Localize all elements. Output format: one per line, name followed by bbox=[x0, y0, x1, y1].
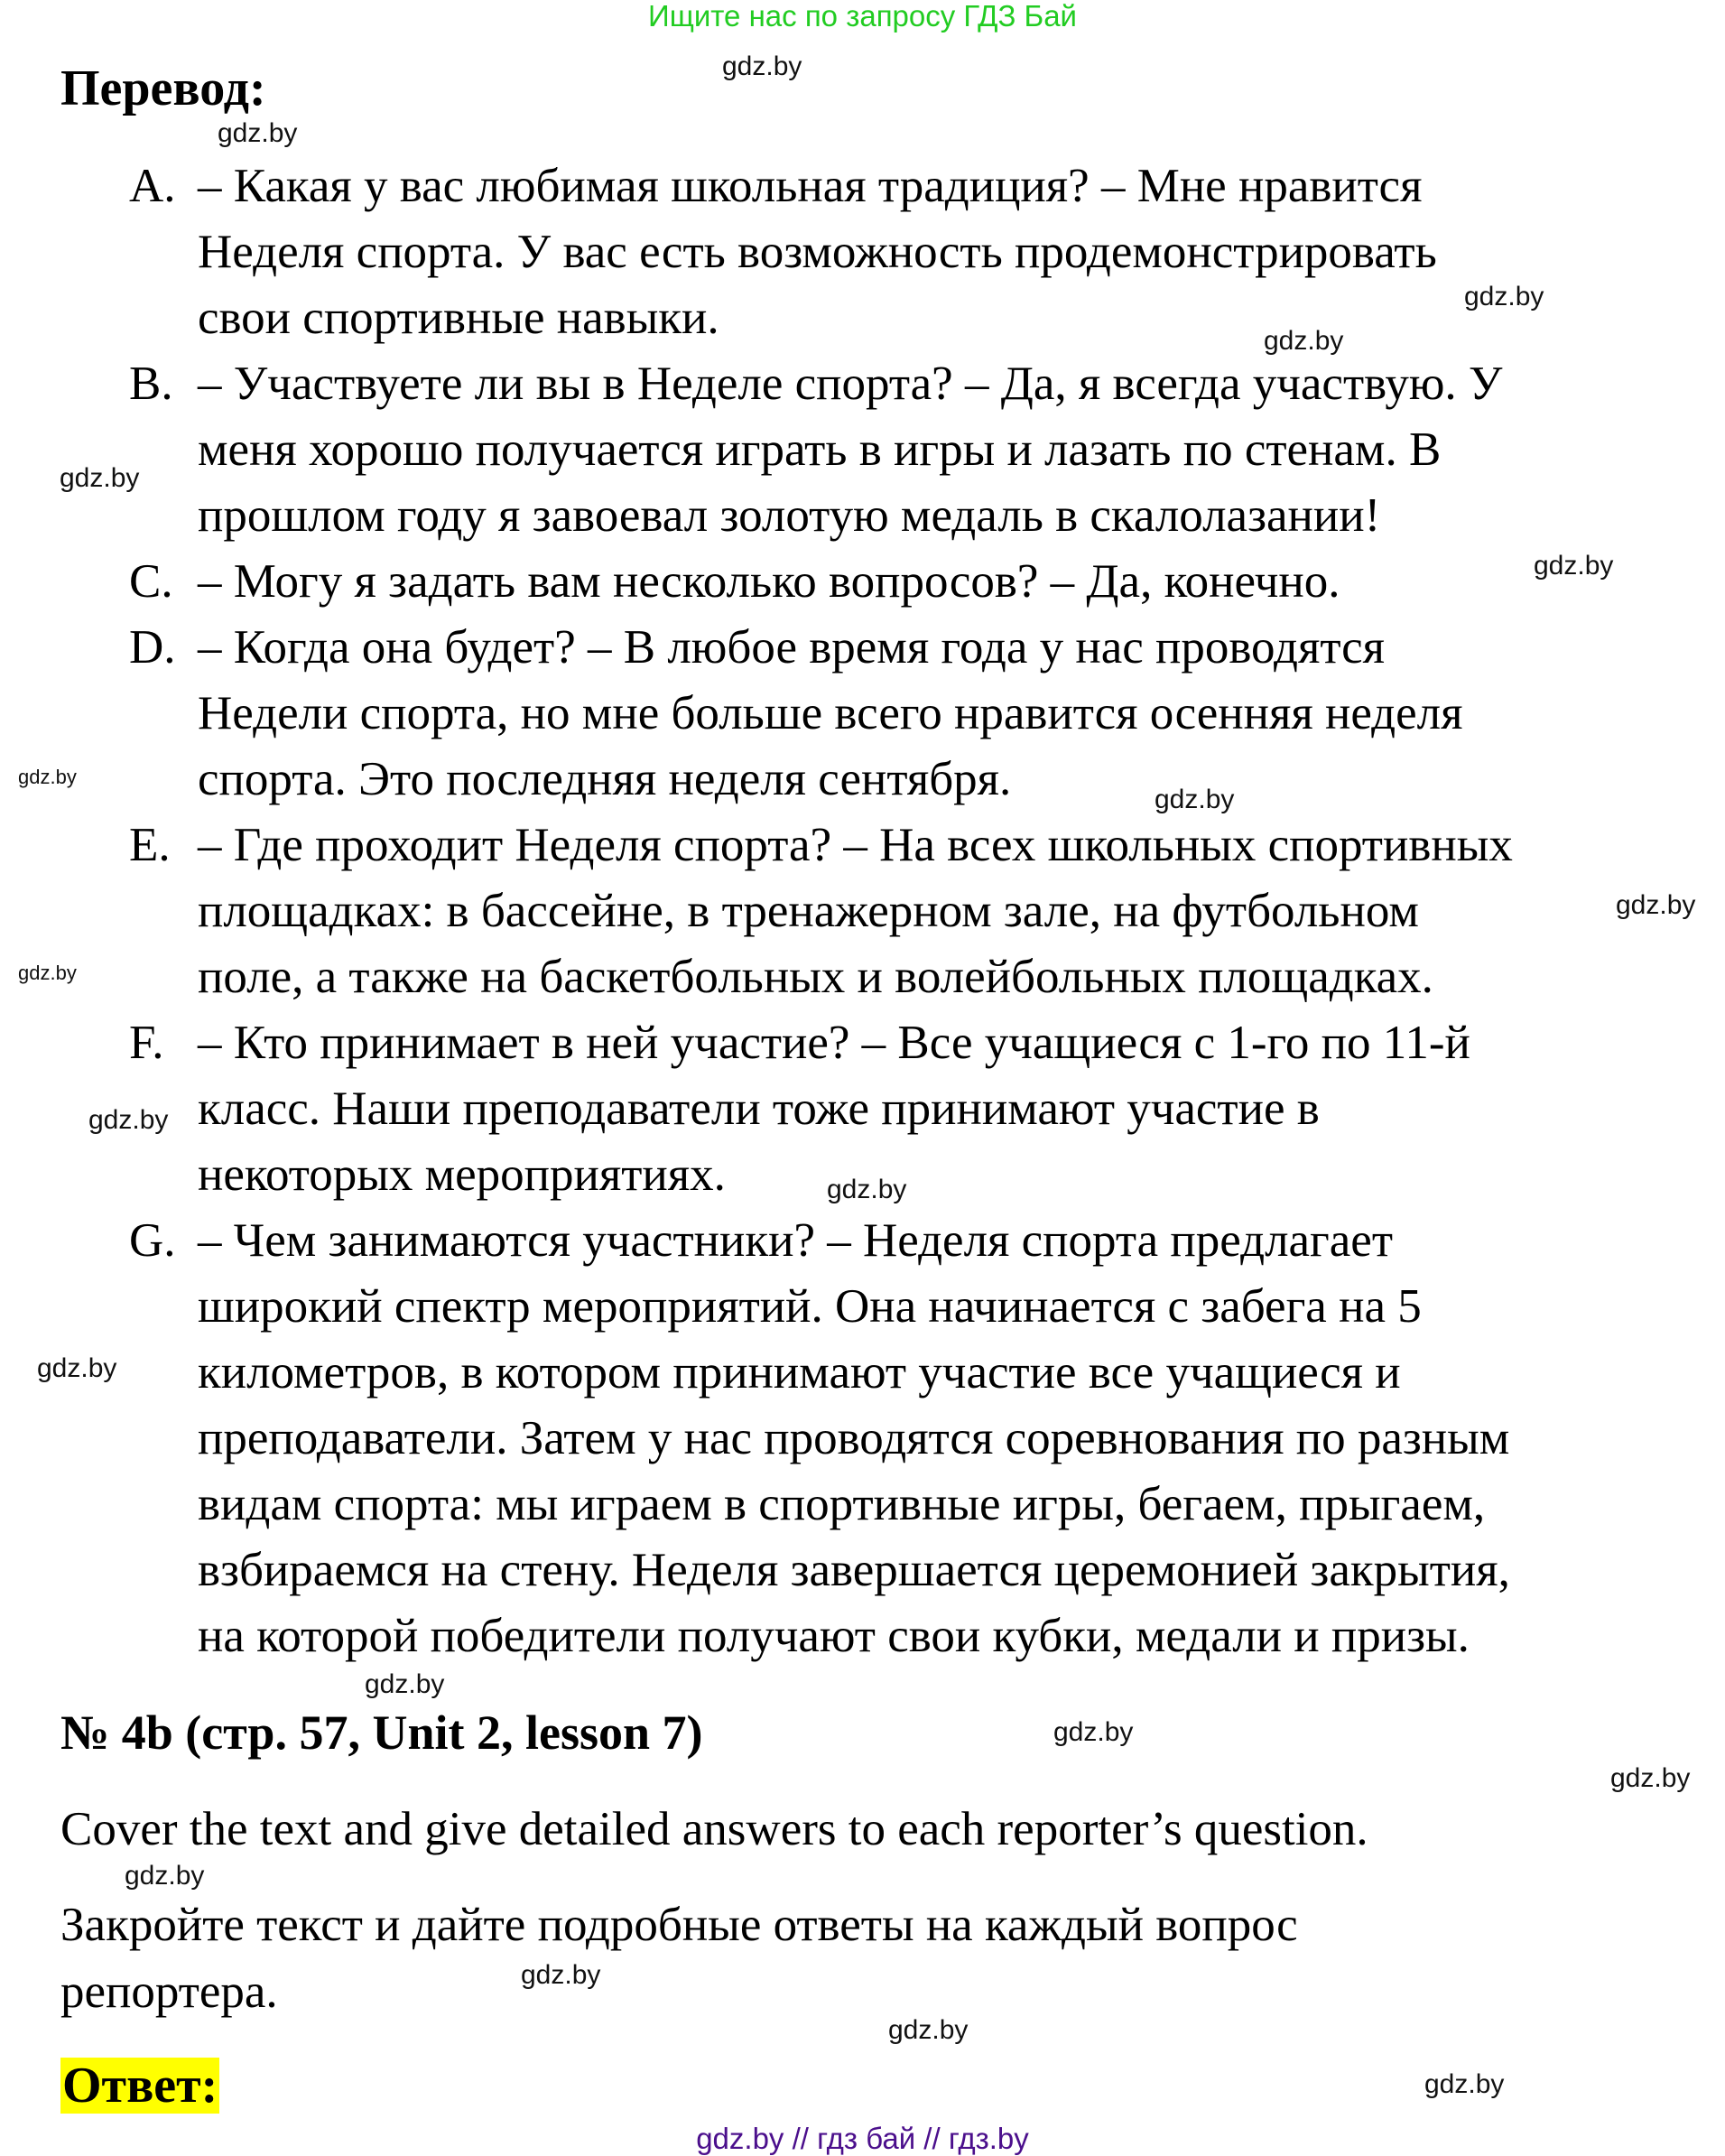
item-line: видам спорта: мы играем в спортивные игры, бегаем, прыгаем, bbox=[198, 1478, 1486, 1530]
item-line: некоторых мероприятиях. bbox=[198, 1148, 726, 1201]
item-letter: G. bbox=[129, 1214, 176, 1267]
item-letter: A. bbox=[129, 160, 176, 212]
item-line: поле, а также на баскетбольных и волейбольных площадках. bbox=[198, 951, 1433, 1003]
item-line: – Могу я задать вам несколько вопросов? – Да, конечно. bbox=[198, 555, 1340, 608]
watermark: gdz.by bbox=[1424, 2069, 1505, 2099]
item-line: спорта. Это последняя неделя сентября. bbox=[198, 753, 1012, 805]
item-line: взбираемся на стену. Неделя завершается церемонией закрытия, bbox=[198, 1544, 1510, 1596]
item-line: – Когда она будет? – В любое время года у нас проводятся bbox=[198, 621, 1386, 674]
task-russian-line: Закройте текст и дайте подробные ответы на каждый вопрос bbox=[60, 1899, 1298, 1951]
item-letter: E. bbox=[129, 819, 171, 871]
item-line: Неделя спорта. У вас есть возможность продемонстрировать bbox=[198, 226, 1437, 278]
item-letter: C. bbox=[129, 555, 173, 608]
answer-label bbox=[60, 2058, 219, 2113]
task-russian-line: репортера. bbox=[60, 1965, 278, 2018]
item-line: – Какая у вас любимая школьная традиция? – Мне нравится bbox=[198, 160, 1423, 212]
item-line: свои спортивные навыки. bbox=[198, 292, 719, 344]
item-line: класс. Наши преподаватели тоже принимают участие в bbox=[198, 1083, 1320, 1135]
task-heading: № 4b (стр. 57, Unit 2, lesson 7) bbox=[60, 1705, 703, 1760]
translation-heading: Перевод: bbox=[60, 60, 266, 116]
watermark: gdz.by bbox=[888, 2015, 969, 2045]
watermark: gdz.by bbox=[88, 1105, 169, 1135]
watermark: gdz.by bbox=[827, 1175, 907, 1204]
watermark: gdz.by bbox=[37, 1353, 117, 1383]
item-line: меня хорошо получается играть в игры и лазать по стенам. В bbox=[198, 423, 1442, 476]
item-line: – Чем занимаются участники? – Неделя спорта предлагает bbox=[198, 1214, 1393, 1267]
watermark: gdz.by bbox=[1610, 1763, 1691, 1793]
watermark: gdz.by bbox=[60, 463, 140, 493]
task-english: Cover the text and give detailed answers to each reporter’s question. bbox=[60, 1803, 1368, 1855]
search-banner[interactable]: Ищите нас по запросу ГДЗ Бай bbox=[648, 0, 1077, 33]
watermark: gdz.by bbox=[1155, 785, 1235, 814]
watermark: gdz.by bbox=[365, 1669, 445, 1699]
watermark: gdz.by bbox=[722, 51, 802, 81]
watermark: gdz.by bbox=[125, 1861, 205, 1891]
item-line: – Где проходит Неделя спорта? – На всех школьных спортивных bbox=[198, 819, 1513, 871]
item-letter: D. bbox=[129, 621, 176, 674]
watermark: gdz.by bbox=[521, 1960, 601, 1990]
item-line: площадках: в бассейне, в тренажерном зале, на футбольном bbox=[198, 885, 1419, 937]
item-line: Недели спорта, но мне больше всего нравится осенняя неделя bbox=[198, 687, 1463, 739]
watermark: gdz.by bbox=[1264, 326, 1344, 356]
item-line: – Участвуете ли вы в Неделе спорта? – Да, я всегда участвую. У bbox=[198, 358, 1503, 410]
watermark: gdz.by bbox=[1616, 890, 1696, 920]
watermark: gdz.by bbox=[1464, 282, 1544, 311]
item-line: на которой победители получают свои кубки, медали и призы. bbox=[198, 1610, 1470, 1662]
watermark: gdz.by bbox=[1053, 1717, 1134, 1747]
item-line: широкий спектр мероприятий. Она начинается с забега на 5 bbox=[198, 1280, 1422, 1333]
item-letter: F. bbox=[129, 1017, 164, 1069]
watermark: gdz.by bbox=[18, 962, 77, 984]
footer-links[interactable]: gdz.by // гдз бай // гдз.by bbox=[696, 2122, 1029, 2155]
item-letter: B. bbox=[129, 358, 173, 410]
watermark: gdz.by bbox=[218, 118, 298, 148]
item-line: прошлом году я завоевал золотую медаль в скалолазании! bbox=[198, 489, 1381, 542]
item-line: километров, в котором принимают участие все учащиеся и bbox=[198, 1346, 1401, 1399]
watermark: gdz.by bbox=[18, 766, 77, 788]
answer-label-text: Ответ: bbox=[62, 2058, 218, 2114]
item-line: преподаватели. Затем у нас проводятся соревнования по разным bbox=[198, 1412, 1510, 1464]
watermark: gdz.by bbox=[1534, 551, 1614, 581]
item-line: – Кто принимает в ней участие? – Все учащиеся с 1-го по 11-й bbox=[198, 1017, 1470, 1069]
